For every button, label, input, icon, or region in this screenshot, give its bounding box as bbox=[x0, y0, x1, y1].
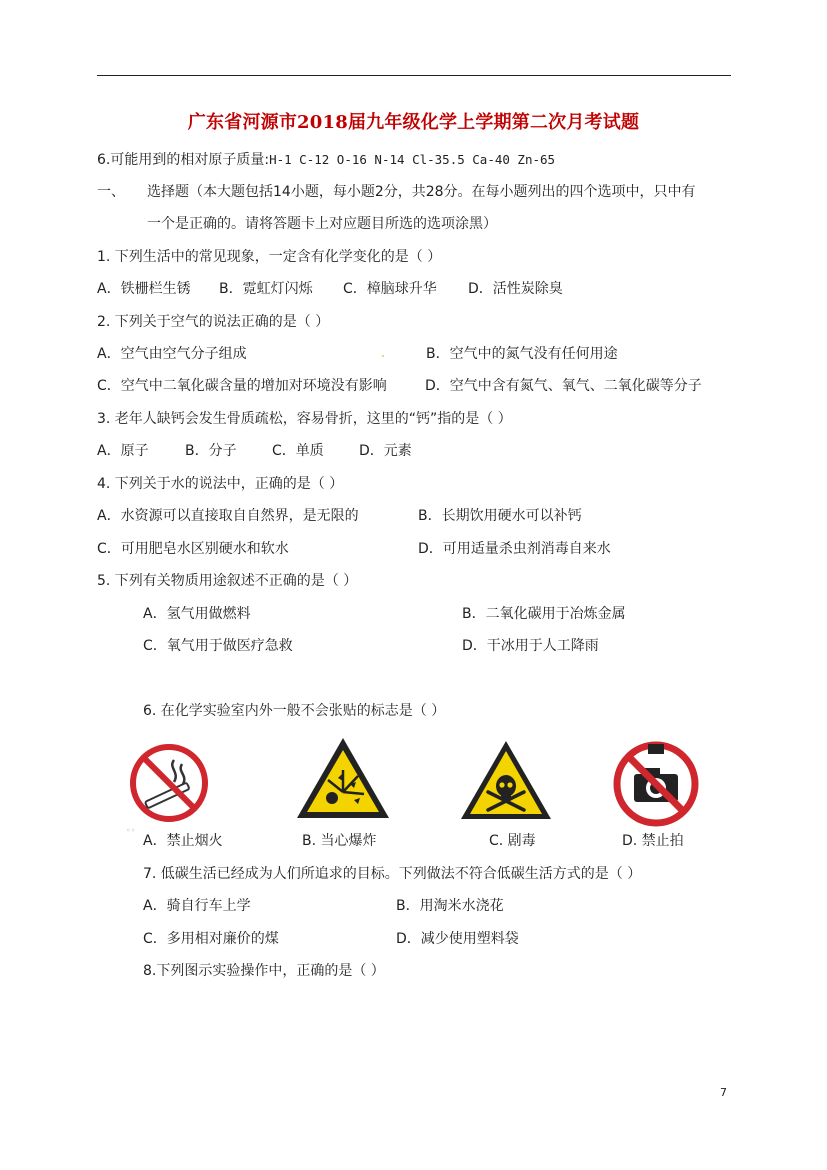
q4-option-b: B．长期饮用硬水可以补钙 bbox=[418, 508, 582, 524]
scan-speck bbox=[382, 355, 384, 357]
q3-option-a: A．原子 bbox=[97, 443, 149, 459]
section-number: 一、 bbox=[97, 184, 125, 200]
q6-option-a: A．禁止烟火 bbox=[143, 833, 223, 849]
q6-option-c: C. 剧毒 bbox=[489, 833, 536, 849]
atomic-mass-line bbox=[97, 151, 555, 169]
q1-option-b: B．霓虹灯闪烁 bbox=[219, 281, 313, 297]
q4-option-a: A．水资源可以直接取自自然界，是无限的 bbox=[97, 508, 359, 524]
q7-option-c: C．多用相对廉价的煤 bbox=[143, 931, 279, 947]
question-2-stem: 2. 下列关于空气的说法正确的是（ ） bbox=[97, 314, 330, 330]
section-instructions-1: 选择题（本大题包括14小题，每小题2分，共28分。在每小题列出的四个选项中，只中有 bbox=[147, 184, 696, 200]
q6-option-b: B. 当心爆炸 bbox=[302, 833, 377, 849]
q1-option-c: C．樟脑球升华 bbox=[343, 281, 437, 297]
question-1-stem: 1. 下列生活中的常见现象，一定含有化学变化的是（ ） bbox=[97, 249, 442, 265]
question-6-stem: 6. 在化学实验室内外一般不会张贴的标志是（ ） bbox=[143, 703, 446, 719]
q1-option-a: A．铁栅栏生锈 bbox=[97, 281, 191, 297]
q7-option-b: B．用淘米水浇花 bbox=[396, 898, 504, 914]
q7-option-a: A．骑自行车上学 bbox=[143, 898, 251, 914]
q1-option-d: D．活性炭除臭 bbox=[468, 281, 563, 297]
q2-option-b: B．空气中的氮气没有任何用途 bbox=[426, 346, 618, 362]
q5-option-d: D．干冰用于人工降雨 bbox=[462, 638, 599, 654]
skull-icon bbox=[458, 738, 554, 822]
q5-option-b: B．二氧化碳用于冶炼金属 bbox=[462, 606, 626, 622]
atomic-mass-label: 6.可能用到的相对原子质量: bbox=[97, 152, 270, 168]
page-number: 7 bbox=[720, 1086, 727, 1099]
question-5-stem: 5. 下列有关物质用途叙述不正确的是（ ） bbox=[97, 573, 358, 589]
header-rule bbox=[97, 75, 731, 76]
q2-option-d: D．空气中含有氮气、氧气、二氧化碳等分子 bbox=[425, 378, 702, 394]
q3-option-d: D．元素 bbox=[359, 443, 412, 459]
question-7-stem: 7. 低碳生活已经成为人们所追求的目标。下列做法不符合低碳生活方式的是（ ） bbox=[143, 866, 642, 882]
q2-option-a: A．空气由空气分子组成 bbox=[97, 346, 247, 362]
q4-option-c: C．可用肥皂水区别硬水和软水 bbox=[97, 541, 289, 557]
no-camera-icon bbox=[610, 738, 702, 828]
q6-option-d: D. 禁止拍 bbox=[622, 833, 684, 849]
page-title: 广东省河源市2018届九年级化学上学期第二次月考试题 bbox=[187, 112, 640, 133]
question-4-stem: 4. 下列关于水的说法中，正确的是（ ） bbox=[97, 476, 344, 492]
q3-option-b: B．分子 bbox=[185, 443, 237, 459]
q7-option-d: D．减少使用塑料袋 bbox=[396, 931, 519, 947]
q2-option-c: C．空气中二氧化碳含量的增加对环境没有影响 bbox=[97, 378, 387, 394]
question-3-stem: 3. 老年人缺钙会发生骨质疏松，容易骨折，这里的“钙”指的是（ ） bbox=[97, 411, 512, 427]
scan-mark: ◦◦ bbox=[126, 826, 136, 835]
explosion-icon bbox=[294, 734, 392, 822]
no-smoking-icon bbox=[128, 742, 210, 824]
q5-option-c: C．氧气用于做医疗急救 bbox=[143, 638, 293, 654]
question-8-stem: 8.下列图示实验操作中，正确的是（ ） bbox=[143, 963, 385, 979]
q5-option-a: A．氢气用做燃料 bbox=[143, 606, 251, 622]
q4-option-d: D．可用适量杀虫剂消毒自来水 bbox=[418, 541, 611, 557]
q3-option-c: C．单质 bbox=[272, 443, 324, 459]
atomic-mass-values: H-1 C-12 O-16 N-14 Cl-35.5 Ca-40 Zn-65 bbox=[269, 152, 556, 167]
section-instructions-2: 一个是正确的。请将答题卡上对应题目所选的选项涂黑） bbox=[147, 216, 497, 232]
